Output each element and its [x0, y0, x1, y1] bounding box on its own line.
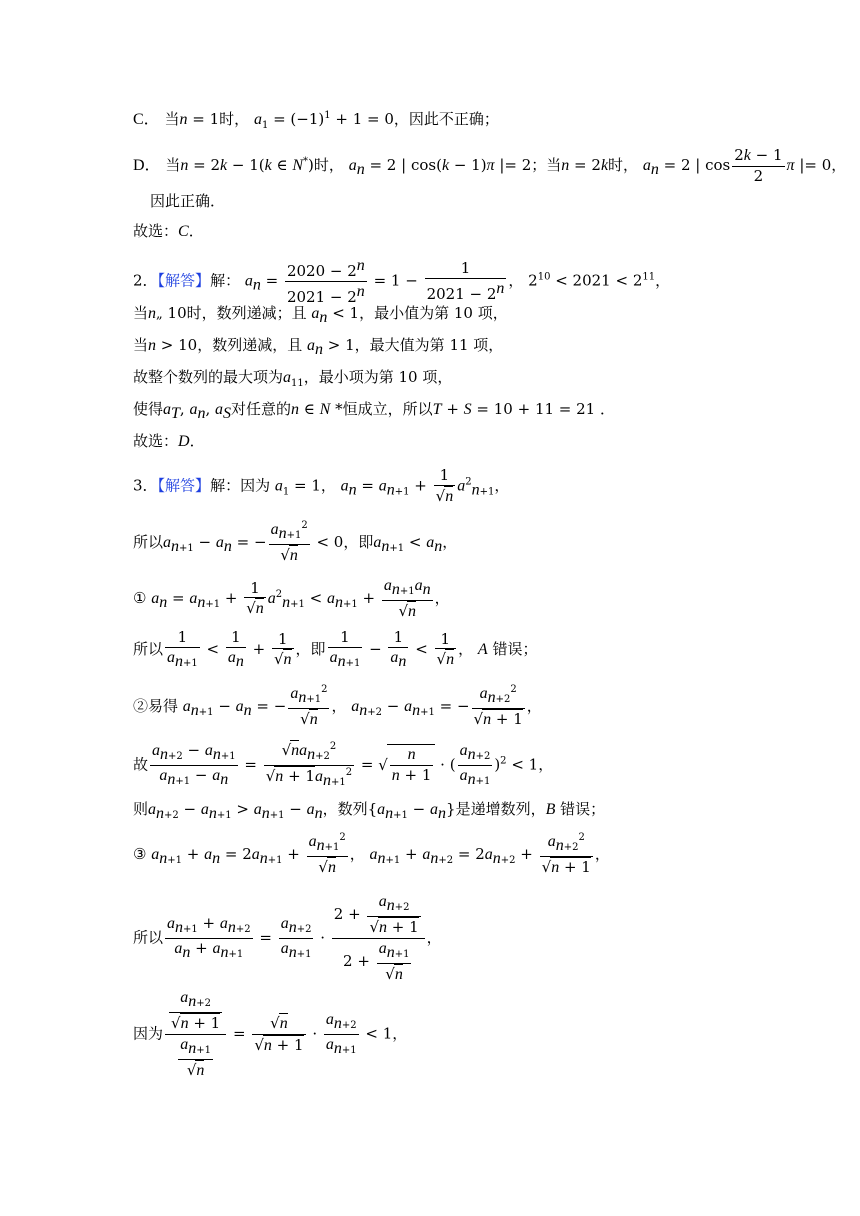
- q3-line-2: 所以$a_{n+1} - a_n$ = − $\frac{a_{n+1}^2}{√n}$ < 0，即$a_{n+1} < a_n$，: [133, 520, 458, 564]
- option-d-conclusion: 因此正确．: [150, 192, 226, 210]
- q2-line-2: 当n„ 10时，数列递减；且 $a_n < 1$，最小值为第 10 项，: [133, 304, 508, 326]
- option-c-label: C．: [133, 111, 160, 128]
- q3-line-7: 则$a_{n+2} - a_{n+1} > a_{n+1} - a_n$，数列$\{a_{n+1} - a_n\}$是递增数列，B 错误；: [133, 800, 606, 822]
- q3-line-9: 所以 $\frac{a_{n+1} + a_{n+2}}{a_n + a_{n+1}}$ = $\frac{a_{n+2}}{a_{n+1}}$ · 2 + $\frac{a_{n+2}}{√n + 1}$ 2 + $\frac{a_{n+1}}{√n}$ ，: [133, 893, 442, 983]
- q2-line-3: 当n > 10，数列递减，且 $a_n > 1$，最大值为第 11 项，: [133, 336, 504, 358]
- q3-line-8: ③ $a_{n+1} + a_n = 2a_{n+1}$ + $\frac{a_{n+1}^2}{√n}$ ， $a_{n+1} + a_{n+2} = 2a_{n+2}$ + $\frac{a_{n+2}^2}{√n + 1}$ ，: [133, 832, 610, 876]
- q2-line-1: 2．【解答】解： $a_n$ = $\frac{2020 - 2^n}{2021 - 2^n}$ = 1 − $\frac{1}{2021 - 2^n}$ ， $2^{10} < 2021 < 2^{11}$，: [133, 257, 671, 306]
- q3-line-10: 因为 $\frac{\frac{a_{n+2}}{√n + 1}}{\frac{a_{n+1}}{√n}}$ = $\frac{√n}{√n + 1}$ · $\frac{a_{n+2}}{a_{n+1}}$ < 1，: [133, 989, 408, 1079]
- q3-line-5: ②易得 $a_{n+1} - a_n$ = − $\frac{a_{n+1}^2}{√n}$ ， $a_{n+2} - a_{n+1}$ = − $\frac{a_{n+2}^2}{√n + 1}$ ，: [133, 684, 542, 728]
- q3-answer-tag: 【解答】: [157, 476, 211, 495]
- q2-line-5: 使得$a_T$, $a_n$, $a_S$对任意的n ∈ N *恒成立，所以T + S = 10 + 11 = 21 ．: [133, 400, 615, 422]
- q2-line-4: 故整个数列的最大项为$a_{11}$，最小项为第 10 项，: [133, 368, 453, 389]
- option-d-label: D．: [133, 156, 161, 174]
- answer-line-1: 故选：C．: [133, 222, 204, 240]
- option-d-line: D． 当n = 2k − 1(k ∈ N*)时， $a_n = 2$ | cos(k − 1)π |= 2；当n = 2k时， $a_n = 2$ | cos $\frac{2k - 1}{2}$ π |= 0，: [133, 146, 847, 185]
- q3-line-3: ① $a_n = a_{n+1}$ + $\frac{1}{√n}$ $a^2_{n+1} < a_{n+1}$ + $\frac{a_{n+1}a_n}{√n}$ ，: [133, 577, 450, 620]
- q3-line-1: 3．【解答】解：因为 $a_1 = 1$， $a_n = a_{n+1}$ + $\frac{1}{√n}$ $a^2_{n+1}$，: [133, 466, 510, 505]
- q3-line-4: 所以 $\frac{1}{a_{n+1}}$ < $\frac{1}{a_n}$ + $\frac{1}{√n}$ ，即 $\frac{1}{a_{n+1}}$ − $\frac{1}{a_n}$ < $\frac{1}{√n}$ ， A 错误；: [133, 628, 538, 670]
- q3-line-6: 故 $\frac{a_{n+2} - a_{n+1}}{a_{n+1} - a_n}$ = $\frac{√na_{n+2}^2}{√n + 1a_{n+1}^2}$ = √ $\frac{n}{n + 1}$ · ( $\frac{a_{n+2}}{a_{n+1}}$ )$^2$ < 1，: [133, 741, 554, 789]
- answer-line-2: 故选：D．: [133, 432, 205, 450]
- q2-answer-tag: 【解答】: [157, 271, 211, 290]
- option-c-line: C． 当n = 1时， $a_1 = (-1)^1 + 1 = 0$，因此不正确；: [133, 110, 499, 131]
